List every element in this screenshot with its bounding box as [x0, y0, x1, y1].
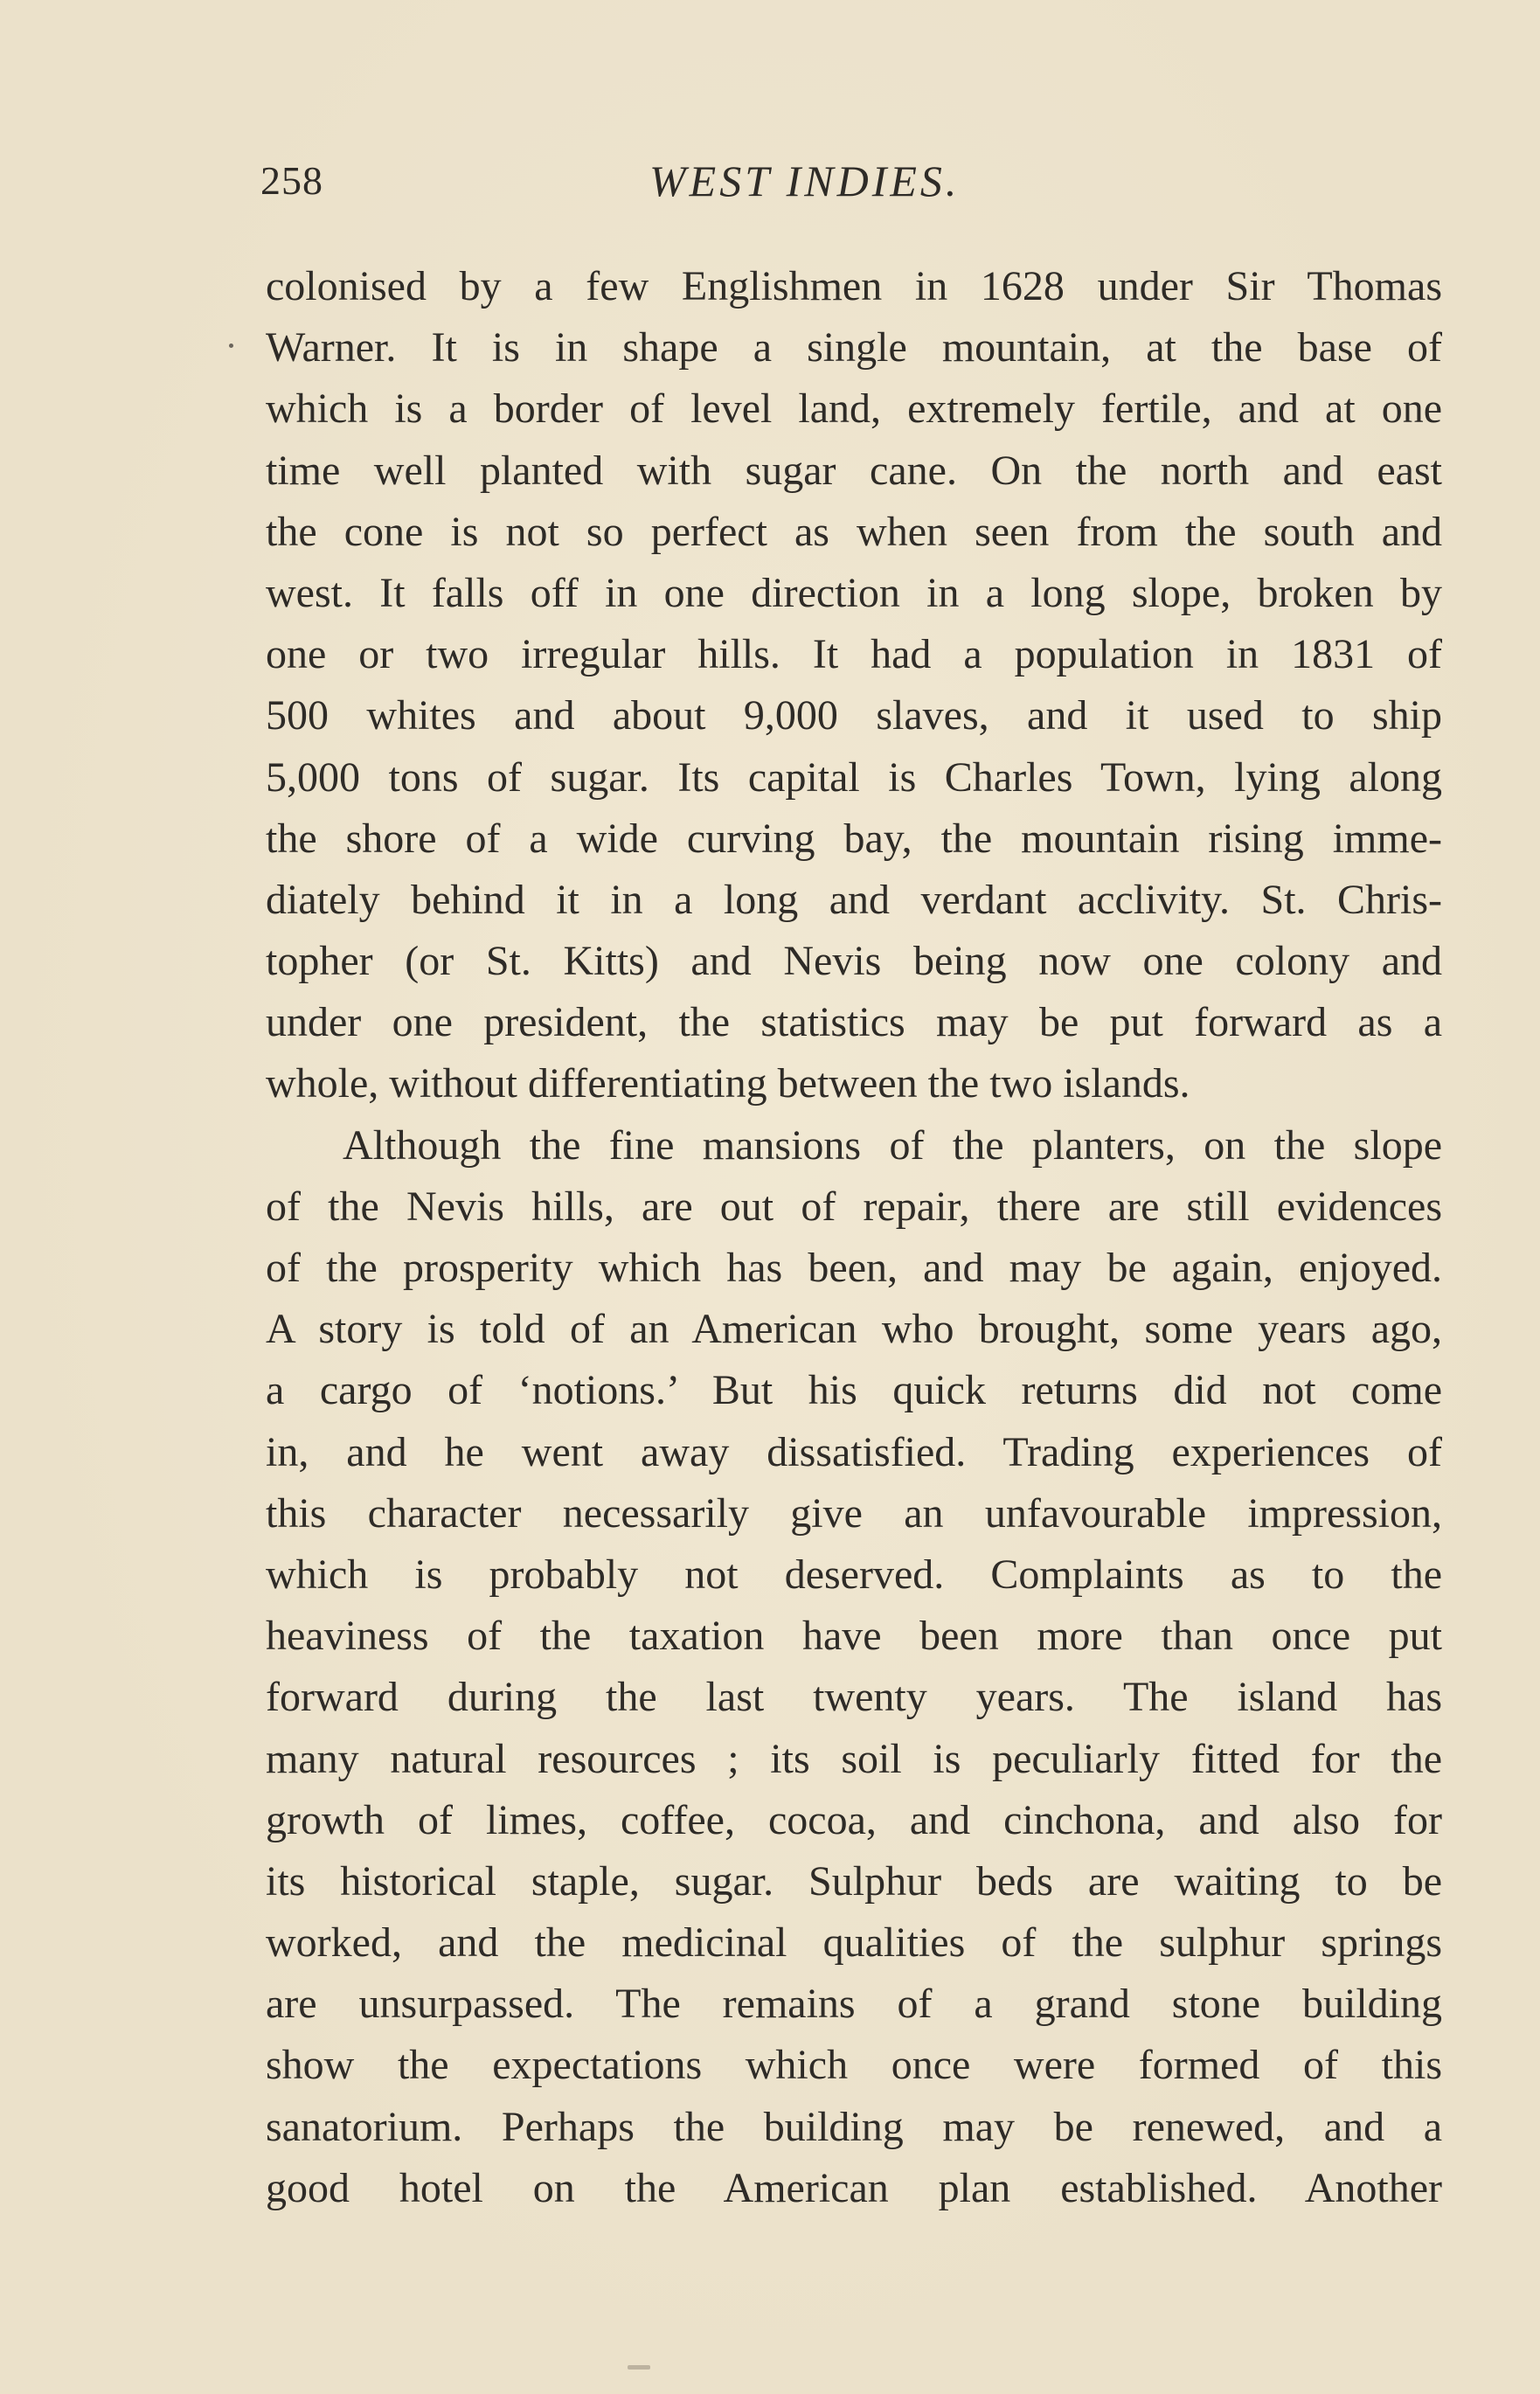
text-line: colonised by a few Englishmen in 1628 under Sir Thomas — [266, 263, 1442, 309]
text-line: 5,000 tons of sugar. Its capital is Charles Town, lying along — [266, 753, 1442, 801]
page-number: 258 — [260, 158, 323, 203]
text-line: in, and he went away dissatisfied. Trading experiences of — [266, 1428, 1442, 1475]
text-line: worked, and the medicinal qualities of the sulphur springs — [266, 1919, 1442, 1967]
text-line: this character necessarily give an unfavourable impression, — [266, 1489, 1442, 1537]
text-line: 500 whites and about 9,000 slaves, and it used to ship — [266, 692, 1442, 739]
text-line: Warner. It is in shape a single mountain, at the base of — [266, 324, 1442, 371]
body-text — [266, 256, 1442, 2219]
text-line: west. It falls off in one direction in a long slope, broken by — [266, 569, 1442, 616]
text-line: of the prosperity which has been, and may be again, enjoyed. — [266, 1245, 1442, 1291]
running-title: WEST INDIES. — [649, 156, 961, 205]
text-line: whole, without differentiating between the two islands. — [266, 1060, 1190, 1107]
text-line: good hotel on the American plan established. Another — [266, 2164, 1442, 2211]
text-line: which is a border of level land, extremely fertile, and at one — [266, 385, 1442, 433]
text-line: growth of limes, coffee, cocoa, and cinchona, and also for — [266, 1796, 1442, 1843]
text-line: show the expectations which once were formed of this — [266, 2042, 1442, 2089]
text-line: A story is told of an American who brought, some years ago, — [266, 1306, 1442, 1353]
text-line: one or two irregular hills. It had a population in 1831 of — [266, 631, 1442, 678]
margin-mark — [229, 343, 233, 348]
text-line: the cone is not so perfect as when seen from the south and — [266, 508, 1442, 555]
text-line: which is probably not deserved. Complaints as to the — [266, 1551, 1442, 1598]
text-line: sanatorium. Perhaps the building may be renewed, and a — [266, 2103, 1442, 2150]
text-line: a cargo of ‘notions.’ But his quick returns did not come — [266, 1367, 1442, 1414]
text-line: the shore of a wide curving bay, the mountain rising imme- — [266, 815, 1442, 862]
text-line: are unsurpassed. The remains of a grand stone building — [266, 1981, 1442, 2028]
text-line: many natural resources ; its soil is peculiarly fitted for the — [266, 1735, 1442, 1782]
text-line: topher (or St. Kitts) and Nevis being now one colony and — [266, 938, 1442, 985]
text-line: its historical staple, sugar. Sulphur beds are waiting to be — [266, 1857, 1442, 1905]
text-line: forward during the last twenty years. The island has — [266, 1674, 1442, 1721]
page-header — [0, 150, 1540, 212]
text-line: Although the fine mansions of the planters, on the slope — [343, 1121, 1442, 1169]
paper-speck — [628, 2365, 650, 2370]
text-line: heaviness of the taxation have been more than once put — [266, 1613, 1442, 1660]
text-line: of the Nevis hills, are out of repair, there are still evidences — [266, 1183, 1442, 1230]
text-line: under one president, the statistics may be put forward as a — [266, 999, 1442, 1046]
text-line: time well planted with sugar cane. On the north and east — [266, 447, 1442, 494]
text-line: diately behind it in a long and verdant acclivity. St. Chris- — [266, 876, 1442, 923]
